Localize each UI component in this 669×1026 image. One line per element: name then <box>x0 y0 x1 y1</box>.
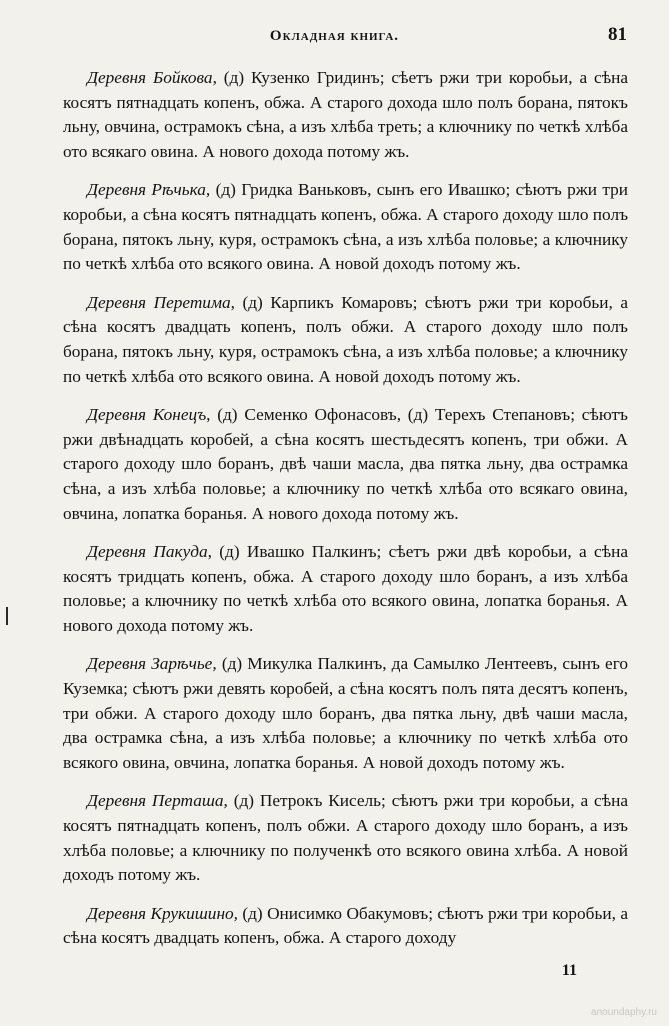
entry-pertasha <box>63 789 628 887</box>
entry-text: , (д) Карпикъ Комаровъ; сѣютъ ржи три коробьи, а сѣна косятъ двадцать копенъ, полъ обжи. А старого доходу шло полъ борана, пятокъ льну, куря, острамокъ сѣна, а изъ хлѣба половье; а ключнику по четкѣ хлѣба ото всякого овина. А новой доходъ потому жъ. <box>63 292 628 386</box>
running-title: Окладная книга. <box>269 28 400 44</box>
text-body <box>63 66 628 965</box>
entry-text: (д) Гридка Ваньковъ, сынъ его Ивашко; сѣютъ ржи три коробьи, а сѣна косятъ пятнадцать копенъ, обжа. А старого доходу шло полъ борана, пятокъ льну, куря, острамокъ сѣна, а изъ хлѣба половье; а ключнику по четкѣ хлѣба ото всякого овина. А новой доходъ потому жъ. <box>63 180 628 274</box>
margin-mark <box>6 607 8 625</box>
village-name: Деревня Пакуда <box>87 542 208 562</box>
entry-text: (д) Петрокъ Кисель; сѣютъ ржи три коробьи, а сѣна косятъ пятнадцать копенъ, полъ обжи. А старого доходу шло боранъ, а изъ хлѣба половье; а ключнику по полученкѣ ото всякого овина хлѣба. А новой доходъ потому жъ. <box>63 791 628 885</box>
entry-text: , (д) Кузенко Гридинъ; сѣетъ ржи три коробьи, а сѣна косятъ пятнадцать копенъ, обжа. А старого дохода шло полъ борана, пятокъ льну, овчина, острамокъ сѣна, а изъ хлѣба треть; а ключнику по четкѣ хлѣба ото всякаго овина. А нового дохода потому жъ. <box>63 68 629 161</box>
page-number: 81 <box>608 24 627 45</box>
entry-text: (д) Микулка Палкинъ, да Самылко Лентеевъ, сынъ его Куземка; сѣютъ ржи девять коробей, а сѣна косятъ полъ пята десятъ копенъ, три обжи. А старого доходу шло боранъ, два пятка льну, двѣ чаши масла, два острамка сѣна, а изъ хлѣба половье; а ключнику по четкѣ хлѣба ото всякого овина, овчина, лопатка боранья. А новой доходъ потому жъ. <box>63 654 628 772</box>
village-name: Деревня Конецъ <box>87 405 207 425</box>
village-name: Деревня Крукишино, <box>87 903 238 923</box>
village-name: Деревня Бойкова <box>87 68 213 87</box>
village-name: Деревня Перетима <box>87 292 231 312</box>
village-name: Деревня Перташа, <box>87 791 228 811</box>
entry-zarechye <box>63 652 628 775</box>
entry-boykova <box>63 66 628 164</box>
watermark: anoundaphy.ru <box>591 1007 657 1018</box>
entry-text: (д) Онисимко Обакумовъ; сѣютъ ржи три коробьи, а сѣна косятъ двадцать копенъ, обжа. А старого доходу <box>63 903 628 948</box>
entry-text: , (д) Семенко Офонасовъ, (д) Терехъ Степановъ; сѣютъ ржи двѣнадцать коробей, а сѣна косятъ шестьдесятъ копенъ, три обжи. А старого доходу шло боранъ, двѣ чаши масла, два пятка льну, два острамка сѣна, а изъ хлѣба половье; а ключнику по четкѣ хлѣба ото всякаго овина, овчина, лопатка боранья. А нового дохода потому жъ. <box>63 405 628 523</box>
entry-text: , (д) Ивашко Палкинъ; сѣетъ ржи двѣ коробьи, а сѣна косятъ тридцать копенъ, обжа. А старого доходу шло боранъ, а изъ хлѣба половье; а ключнику по четкѣ хлѣба ото всякого овина, лопатка боранья. А нового дохода потому жъ. <box>63 542 628 635</box>
signature-mark: 11 <box>561 962 577 979</box>
village-name: Деревня Зарѣчье, <box>87 654 217 674</box>
entry-konets <box>63 403 628 526</box>
entry-rechka <box>63 178 628 276</box>
entry-pakuda <box>63 540 628 638</box>
entry-peretima <box>63 291 628 389</box>
entry-krukishino <box>63 902 628 951</box>
village-name: Деревня Рѣчька, <box>87 180 211 200</box>
